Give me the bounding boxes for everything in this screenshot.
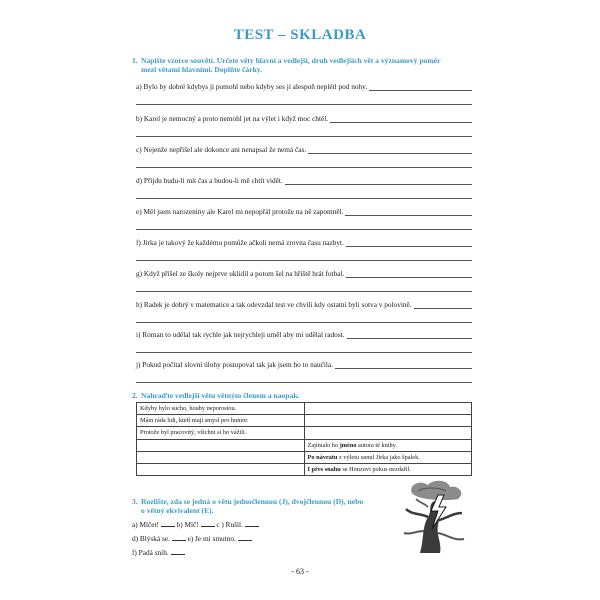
- answer-line[interactable]: [136, 123, 472, 137]
- answer-line[interactable]: [136, 247, 472, 261]
- answer-line[interactable]: [136, 369, 472, 383]
- task3-number: 3.: [132, 497, 138, 506]
- sentence-part: autora té knihy.: [356, 441, 397, 449]
- table-cell-answer[interactable]: [137, 451, 305, 463]
- answer-line[interactable]: [347, 331, 472, 339]
- sentence-part: z výletu usnul Jirka jako špalek.: [337, 453, 420, 461]
- task1-item-text: i) Roman to udělal tak rychle jak nejrychleji uměl aby mi udělal radost.: [136, 330, 345, 339]
- table-cell-answer[interactable]: [304, 415, 472, 427]
- sentence-emphasis: jméno: [339, 441, 357, 449]
- answer-line[interactable]: [335, 361, 472, 369]
- answer-line[interactable]: [285, 177, 472, 185]
- table-cell-sentence: [304, 451, 472, 463]
- task3-row: [132, 520, 259, 529]
- storm-cloud-icon: [411, 481, 461, 500]
- answer-blank[interactable]: [238, 534, 252, 541]
- answer-line[interactable]: [414, 301, 472, 309]
- task3-item-d: d) Blýská se.: [132, 534, 170, 543]
- table-row: [137, 463, 472, 475]
- task1-item: [136, 145, 472, 168]
- answer-line[interactable]: [136, 278, 472, 292]
- answer-line[interactable]: [369, 83, 472, 91]
- answer-line[interactable]: [136, 309, 472, 323]
- answer-line[interactable]: [308, 146, 472, 154]
- task1-item: [136, 330, 472, 353]
- task3-heading-line2: o větný ekvivalent (E).: [141, 506, 214, 516]
- table-row: [137, 403, 472, 415]
- task1-heading-line1: Napište vzorce souvětí. Určete věty hlavní a vedlejší, druh vedlejších vět a významový poměr: [141, 56, 441, 65]
- table-cell-answer[interactable]: [304, 427, 472, 439]
- table-cell-answer[interactable]: [137, 439, 305, 451]
- task1-item: [136, 269, 472, 292]
- sentence-part: Zajímalo ho: [307, 441, 340, 449]
- task1-item-text: j) Pokud počítal slovní úlohy postupoval tak jak jsem ho to naučila.: [136, 360, 333, 369]
- task3-item-a: a) Mlčet!: [132, 520, 159, 529]
- table-cell-answer[interactable]: [137, 463, 305, 475]
- task3-item-f: f) Padá sníh.: [132, 548, 169, 557]
- table-row: [137, 427, 472, 439]
- answer-line[interactable]: [136, 339, 472, 353]
- answer-blank[interactable]: [171, 548, 185, 555]
- answer-line[interactable]: [346, 239, 472, 247]
- answer-blank[interactable]: [172, 534, 186, 541]
- answer-line[interactable]: [346, 270, 472, 278]
- page-title: TEST – SKLADBA: [233, 27, 367, 43]
- task3-item-b: b) Mlč!: [176, 520, 199, 529]
- task1-item: [136, 114, 472, 137]
- task3-heading: [132, 497, 397, 516]
- task2-table: [136, 402, 472, 476]
- answer-blank[interactable]: [245, 520, 259, 527]
- sentence-part: se Honzovi pokus nezdařil.: [340, 466, 411, 474]
- lightning-tree-illustration: [398, 477, 470, 553]
- task3-heading-line1: Rozlište, zda se jedná o větu jednočlennou (J), dvojčlennou (D), nebo: [141, 497, 364, 506]
- task1-item: [136, 82, 472, 105]
- task1-heading-line2: mezi větami hlavními. Doplňte čárky.: [141, 65, 263, 75]
- sentence-emphasis: Po návratu: [307, 453, 338, 461]
- table-cell-sentence: [304, 463, 472, 475]
- task2-number: 2.: [132, 391, 138, 400]
- task1-item-text: c) Nejenže nepřišel ale dokonce ani nenapsal že nemá čas.: [136, 145, 307, 154]
- task1-item: [136, 238, 472, 261]
- table-row: [137, 415, 472, 427]
- answer-blank[interactable]: [201, 520, 215, 527]
- task3-row: [132, 534, 252, 543]
- table-cell-sentence: Mám ráda lidi, kteří mají smysl pro humor.: [137, 415, 305, 427]
- task1-item-text: d) Přijdu budu-li mít čas a budou-li mě chtít vidět.: [136, 176, 283, 185]
- task2-heading-text: Nahraďte vedlejší větu větným členem a naopak.: [141, 391, 300, 400]
- sentence-emphasis: I přes snahu: [307, 466, 341, 474]
- answer-blank[interactable]: [161, 520, 175, 527]
- table-cell-answer[interactable]: [304, 403, 472, 415]
- answer-line[interactable]: [136, 185, 472, 199]
- table-cell-sentence: [304, 439, 472, 451]
- task1-heading: [132, 56, 472, 75]
- task1-item-text: e) Měl jsem narozeniny ale Karel mi nepopřál protože na ně zapomněl.: [136, 207, 344, 216]
- page-number: - 63 -: [291, 567, 309, 576]
- answer-line[interactable]: [136, 216, 472, 230]
- answer-line[interactable]: [345, 208, 472, 216]
- table-cell-sentence: Protože byl pracovitý, všichni si ho vážili.: [137, 427, 305, 439]
- task1-number: 1.: [132, 56, 138, 65]
- task3-item-e: e) Je mi smutno.: [187, 534, 236, 543]
- task3-row: [132, 548, 185, 557]
- task1-item-text: f) Jirka je takový že každému pomůže ačkoli nemá zrovna času nazbyt.: [136, 238, 344, 247]
- task1-item: [136, 176, 472, 199]
- task2-heading: [132, 391, 472, 400]
- table-row: [137, 451, 472, 463]
- task1-item: [136, 207, 472, 230]
- answer-line[interactable]: [136, 91, 472, 105]
- table-row: [137, 439, 472, 451]
- task1-item-text: g) Když přišel ze školy nejprve uklidil a potom šel na hřiště hrát fotbal.: [136, 269, 345, 278]
- task1-item: [136, 360, 472, 383]
- task1-item-text: b) Karel je nemocný a proto nemohl jet na výlet i když moc chtěl.: [136, 114, 329, 123]
- table-cell-sentence: Kdyby bylo sucho, houby neporostou.: [137, 403, 305, 415]
- task1-item: [136, 300, 472, 323]
- answer-line[interactable]: [136, 154, 472, 168]
- task1-item-text: h) Radek je dobrý v matematice a tak odevzdal test ve chvíli kdy ostatní byli sotva v polovině.: [136, 300, 412, 309]
- task1-item-text: a) Bylo by dobré kdybys ji pomohl nebo kdyby ses jí alespoň neplétl pod nohy.: [136, 82, 368, 91]
- task3-item-c: c ) Rušil.: [216, 520, 243, 529]
- answer-line[interactable]: [330, 115, 472, 123]
